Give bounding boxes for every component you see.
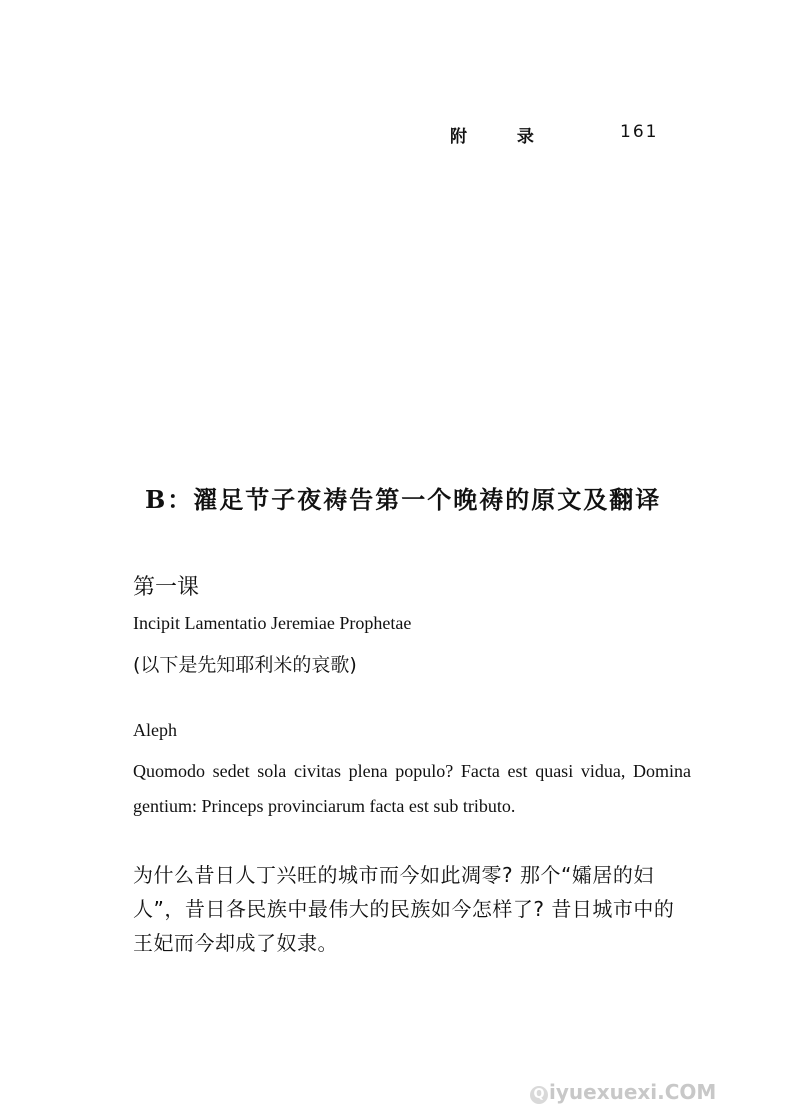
- chinese-verse-text: 为什么昔日人丁兴旺的城市而今如此凋零? 那个“孀居的妇人”，昔日各民族中最伟大的民族如今怎样了? 昔日城市中的王妃而今却成了奴隶。: [133, 863, 675, 955]
- latin-heading: Incipit Lamentatio Jeremiae Prophetae: [133, 613, 412, 633]
- site-watermark: [530, 1080, 716, 1104]
- hebrew-letter-label: Aleph: [133, 720, 177, 740]
- watermark-text: iyuexuexi.COM: [549, 1080, 717, 1104]
- lesson-title: 第一课: [133, 575, 200, 600]
- chinese-heading: (以下是先知耶利米的哀歌): [133, 654, 357, 676]
- section-title: B：濯足节子夜祷告第一个晚祷的原文及翻译: [145, 485, 662, 514]
- page-number: 161: [620, 122, 659, 142]
- running-header-section: 附 录: [450, 127, 556, 147]
- watermark-logo-icon: Q: [530, 1086, 548, 1104]
- latin-verse-text: Quomodo sedet sola civitas plena populo? Facta est quasi vidua, Domina gentium: Princeps provinciarum facta est sub tributo.: [133, 761, 691, 816]
